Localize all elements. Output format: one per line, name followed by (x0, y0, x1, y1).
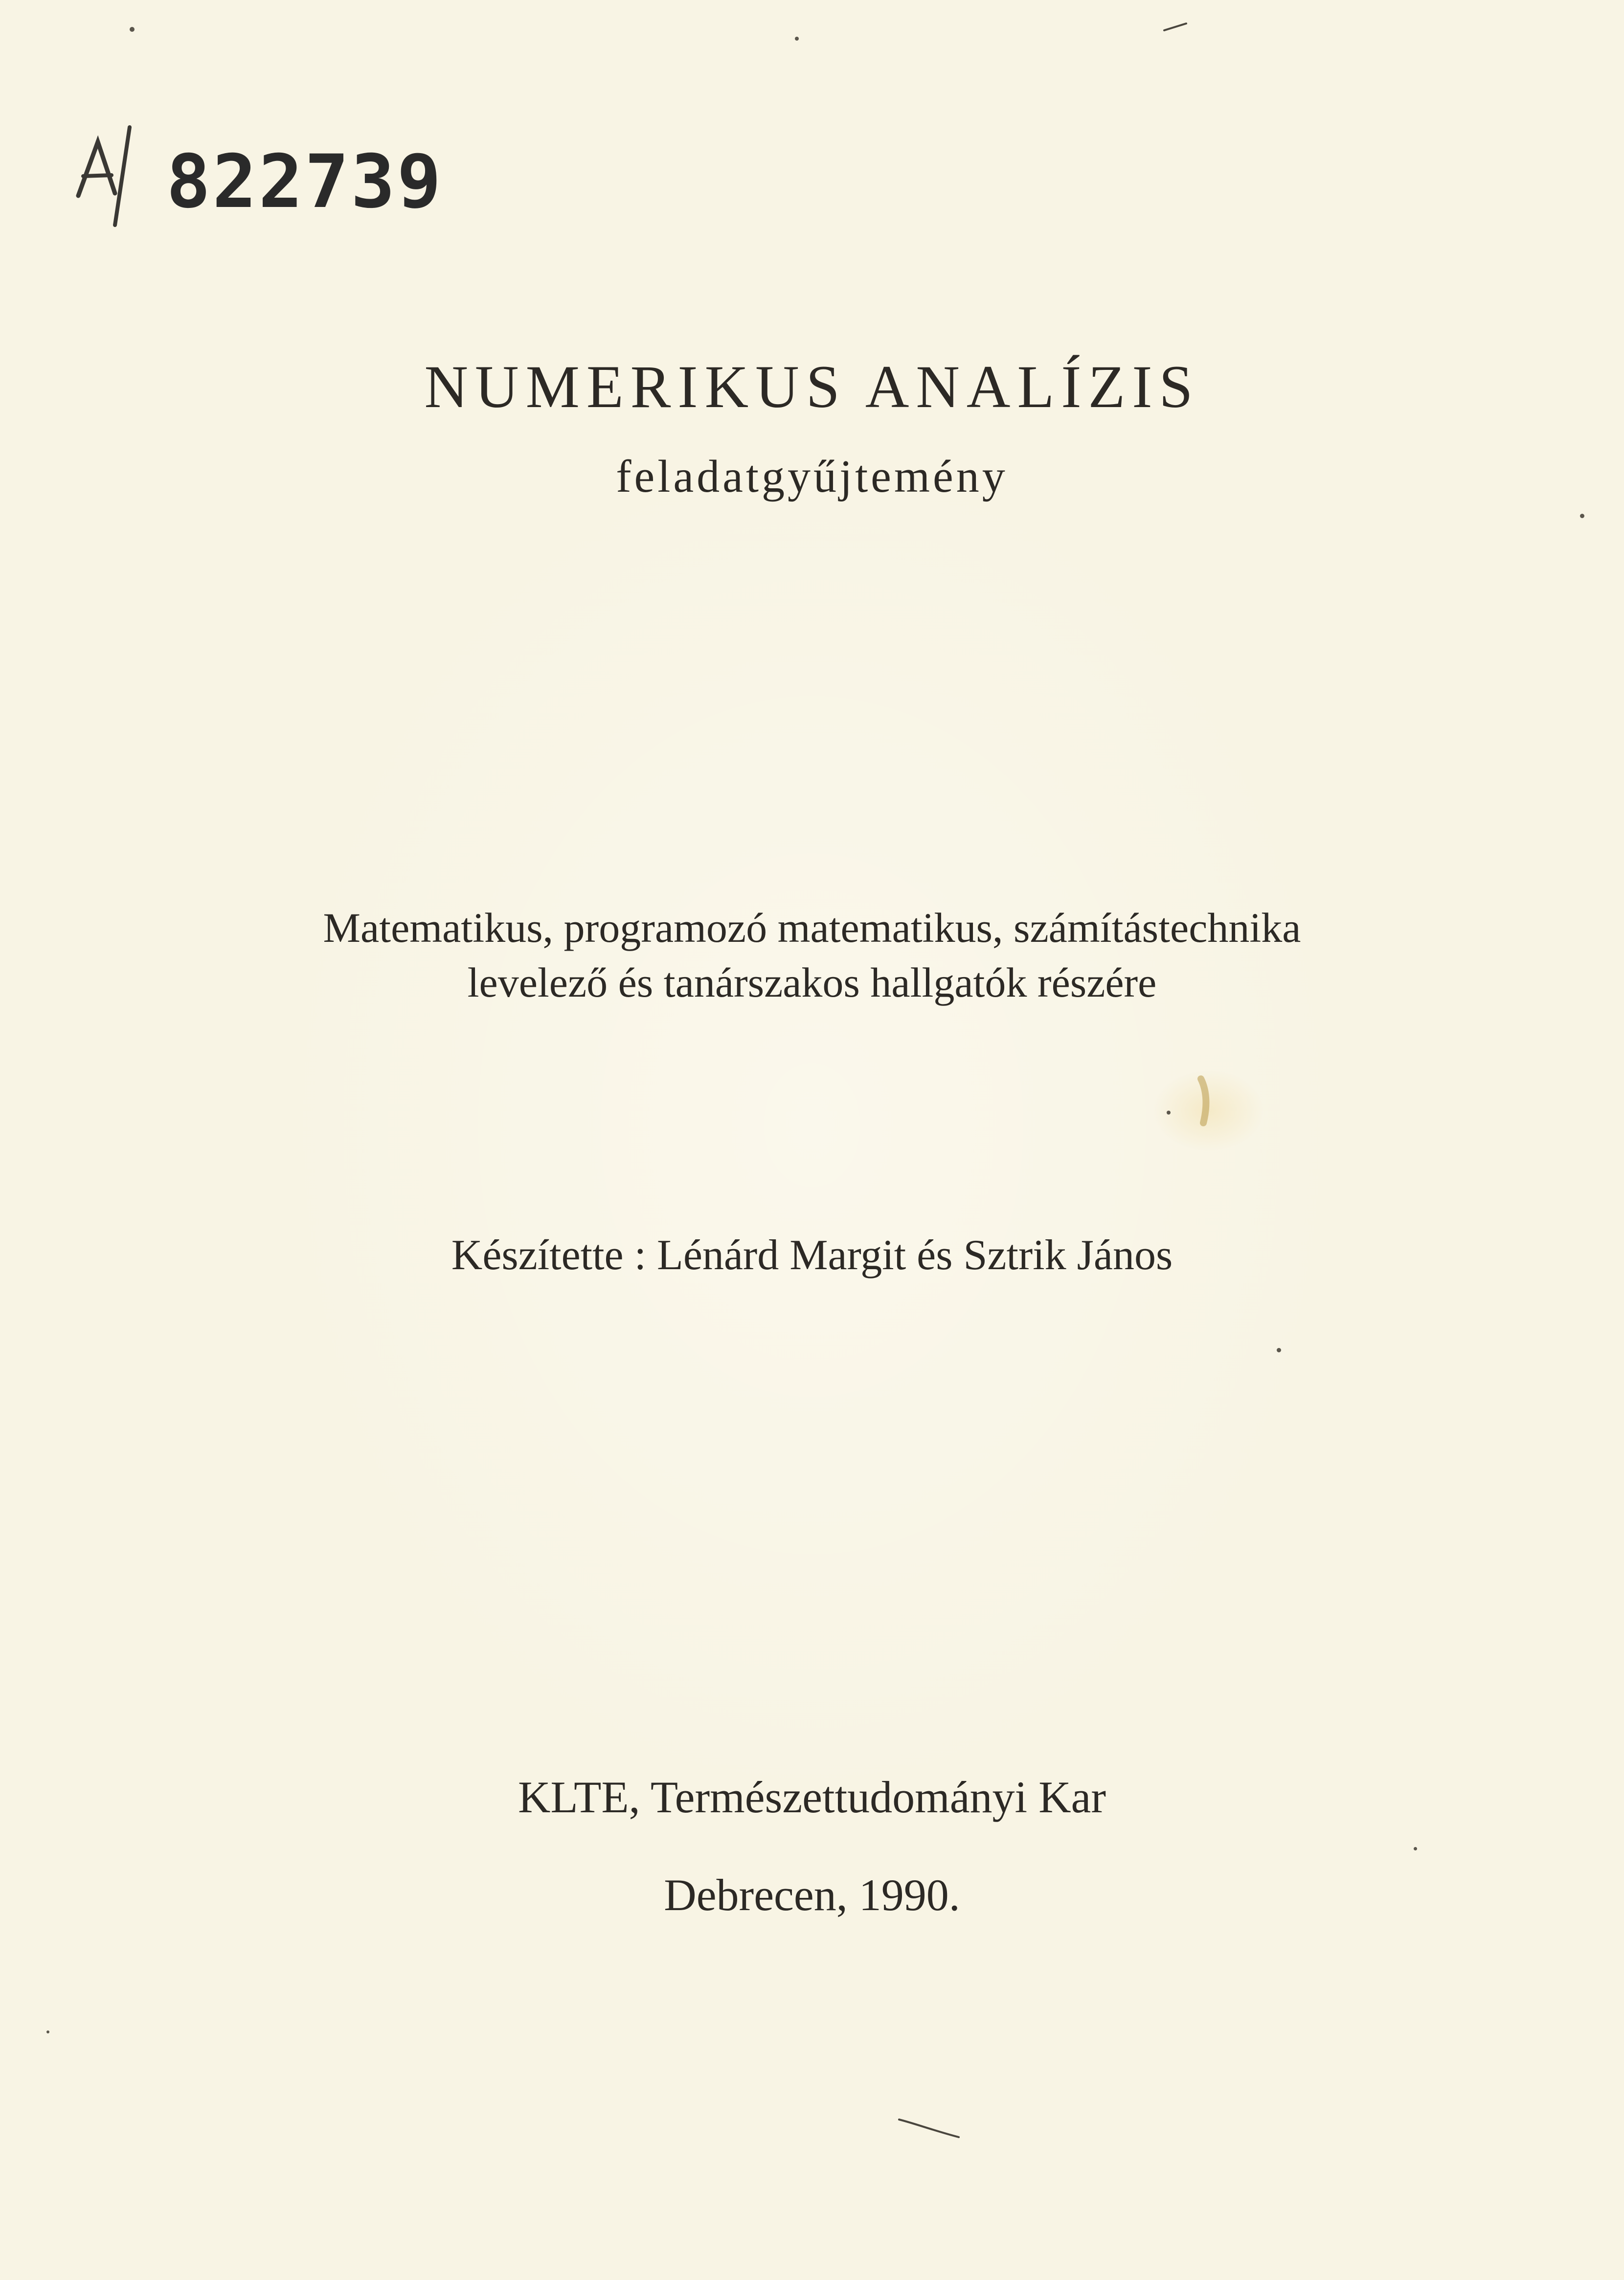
authors-line: Készítette : Lénárd Margit és Sztrik János (451, 1231, 1173, 1279)
paper-speck (795, 37, 799, 41)
pen-scratch-top (1162, 20, 1191, 34)
place-date-line: Debrecen, 1990. (664, 1870, 960, 1920)
document-subtitle: feladatgyűjtemény (616, 451, 1008, 502)
institution-line: KLTE, Természettudományi Kar (518, 1772, 1106, 1822)
paper-speck (130, 27, 135, 32)
paper-speck (1277, 1348, 1281, 1352)
paper-speck (46, 2030, 49, 2033)
stamp-number: 822739 (166, 139, 443, 225)
paper-speck (1414, 1847, 1417, 1850)
paper-speck (1580, 514, 1584, 518)
audience-line-2: levelező és tanárszakos hallgatók részére (467, 959, 1157, 1006)
audience-block (0, 900, 1624, 1010)
document-title: NUMERIKUS ANALÍZIS (424, 353, 1200, 420)
audience-line-1: Matematikus, programozó matematikus, számítástechnika (323, 904, 1301, 951)
ink-mark (1186, 1074, 1216, 1128)
library-stamp (68, 113, 470, 230)
pen-scratch-bottom (895, 2114, 964, 2143)
handwritten-mark-icon (68, 113, 142, 230)
paper-speck (1167, 1111, 1171, 1115)
